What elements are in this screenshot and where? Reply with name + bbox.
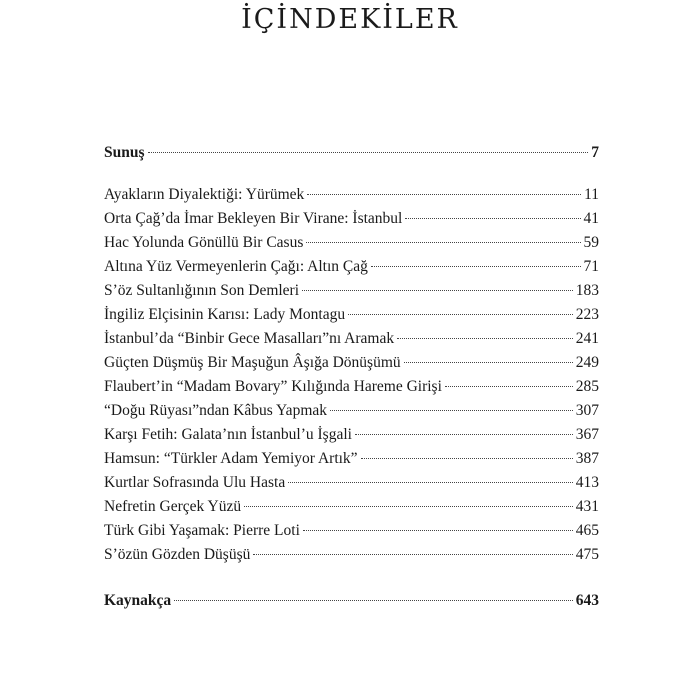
toc-entry xyxy=(104,423,599,447)
dot-leader xyxy=(306,242,580,243)
dot-leader xyxy=(404,362,573,363)
dot-leader xyxy=(330,410,573,411)
toc-entry-title: İstanbul’da “Binbir Gece Masalları”nı Aramak xyxy=(104,330,395,347)
toc-entry-page: 11 xyxy=(584,186,599,203)
toc-entry xyxy=(104,543,599,567)
toc-references-page: 643 xyxy=(575,592,599,609)
toc-entry-title: Nefretin Gerçek Yüzü xyxy=(104,498,242,515)
dot-leader xyxy=(244,506,573,507)
toc-entry xyxy=(104,231,599,255)
toc-entry-page: 41 xyxy=(583,210,599,227)
toc-entry-title: S’öz Sultanlığının Son Demleri xyxy=(104,282,300,299)
dot-leader xyxy=(302,290,573,291)
toc-entry-title: Ayakların Diyalektiği: Yürümek xyxy=(104,186,305,203)
toc-entry xyxy=(104,447,599,471)
toc-entry-page: 223 xyxy=(575,306,599,323)
dot-leader xyxy=(405,218,580,219)
toc-entry xyxy=(104,207,599,231)
toc-chapter-list xyxy=(104,183,599,567)
toc-references-row xyxy=(104,589,599,613)
toc-entry-page: 59 xyxy=(583,234,599,251)
toc-entry-title: Orta Çağ’da İmar Bekleyen Bir Virane: İstanbul xyxy=(104,210,403,227)
toc-entry xyxy=(104,351,599,375)
toc-references-title: Kaynakça xyxy=(104,592,172,609)
toc-entry-title: Flaubert’in “Madam Bovary” Kılığında Hareme Girişi xyxy=(104,378,442,395)
toc-entry xyxy=(104,303,599,327)
toc-entry-title: S’özün Gözden Düşüşü xyxy=(104,546,251,563)
toc-entry xyxy=(104,183,599,207)
toc-intro-row xyxy=(104,141,599,165)
toc-entry-page: 475 xyxy=(575,546,599,563)
toc-entry-title: “Doğu Rüyası”ndan Kâbus Yapmak xyxy=(104,402,328,419)
toc-entry xyxy=(104,375,599,399)
toc-entry-title: Türk Gibi Yaşamak: Pierre Loti xyxy=(104,522,300,539)
dot-leader xyxy=(303,530,573,531)
toc-entry-page: 413 xyxy=(575,474,599,491)
toc-entry xyxy=(104,255,599,279)
toc-entry-page: 183 xyxy=(575,282,599,299)
toc-entry-page: 387 xyxy=(575,450,599,467)
toc-entry-page: 431 xyxy=(575,498,599,515)
toc-entry-page: 241 xyxy=(575,330,599,347)
dot-leader xyxy=(174,600,573,601)
dot-leader xyxy=(148,152,589,153)
dot-leader xyxy=(355,434,573,435)
toc-entry xyxy=(104,327,599,351)
toc-entry-title: Hac Yolunda Gönüllü Bir Casus xyxy=(104,234,304,251)
toc-entry xyxy=(104,279,599,303)
dot-leader xyxy=(253,554,572,555)
toc-entry-title: Güçten Düşmüş Bir Maşuğun Âşığa Dönüşümü xyxy=(104,354,401,371)
toc-intro-title: Sunuş xyxy=(104,144,145,161)
dot-leader xyxy=(397,338,573,339)
dot-leader xyxy=(288,482,573,483)
toc-entry-title: Altına Yüz Vermeyenlerin Çağı: Altın Çağ xyxy=(104,258,368,275)
toc-entry-page: 71 xyxy=(583,258,599,275)
dot-leader xyxy=(445,386,573,387)
toc-entry-page: 465 xyxy=(575,522,599,539)
toc-entry-page: 367 xyxy=(575,426,599,443)
table-of-contents xyxy=(104,141,599,613)
toc-entry xyxy=(104,399,599,423)
toc-intro-page: 7 xyxy=(591,144,599,161)
toc-entry xyxy=(104,495,599,519)
toc-entry xyxy=(104,519,599,543)
dot-leader xyxy=(361,458,573,459)
dot-leader xyxy=(307,194,581,195)
toc-entry-page: 307 xyxy=(575,402,599,419)
toc-entry-page: 249 xyxy=(575,354,599,371)
toc-entry xyxy=(104,471,599,495)
dot-leader xyxy=(348,314,573,315)
toc-entry-title: İngiliz Elçisinin Karısı: Lady Montagu xyxy=(104,306,346,323)
toc-entry-page: 285 xyxy=(575,378,599,395)
page-title: İÇİNDEKİLER xyxy=(241,4,459,35)
dot-leader xyxy=(371,266,581,267)
toc-entry-title: Kurtlar Sofrasında Ulu Hasta xyxy=(104,474,286,491)
toc-entry-title: Karşı Fetih: Galata’nın İstanbul’u İşgali xyxy=(104,426,352,443)
toc-entry-title: Hamsun: “Türkler Adam Yemiyor Artık” xyxy=(104,450,358,467)
